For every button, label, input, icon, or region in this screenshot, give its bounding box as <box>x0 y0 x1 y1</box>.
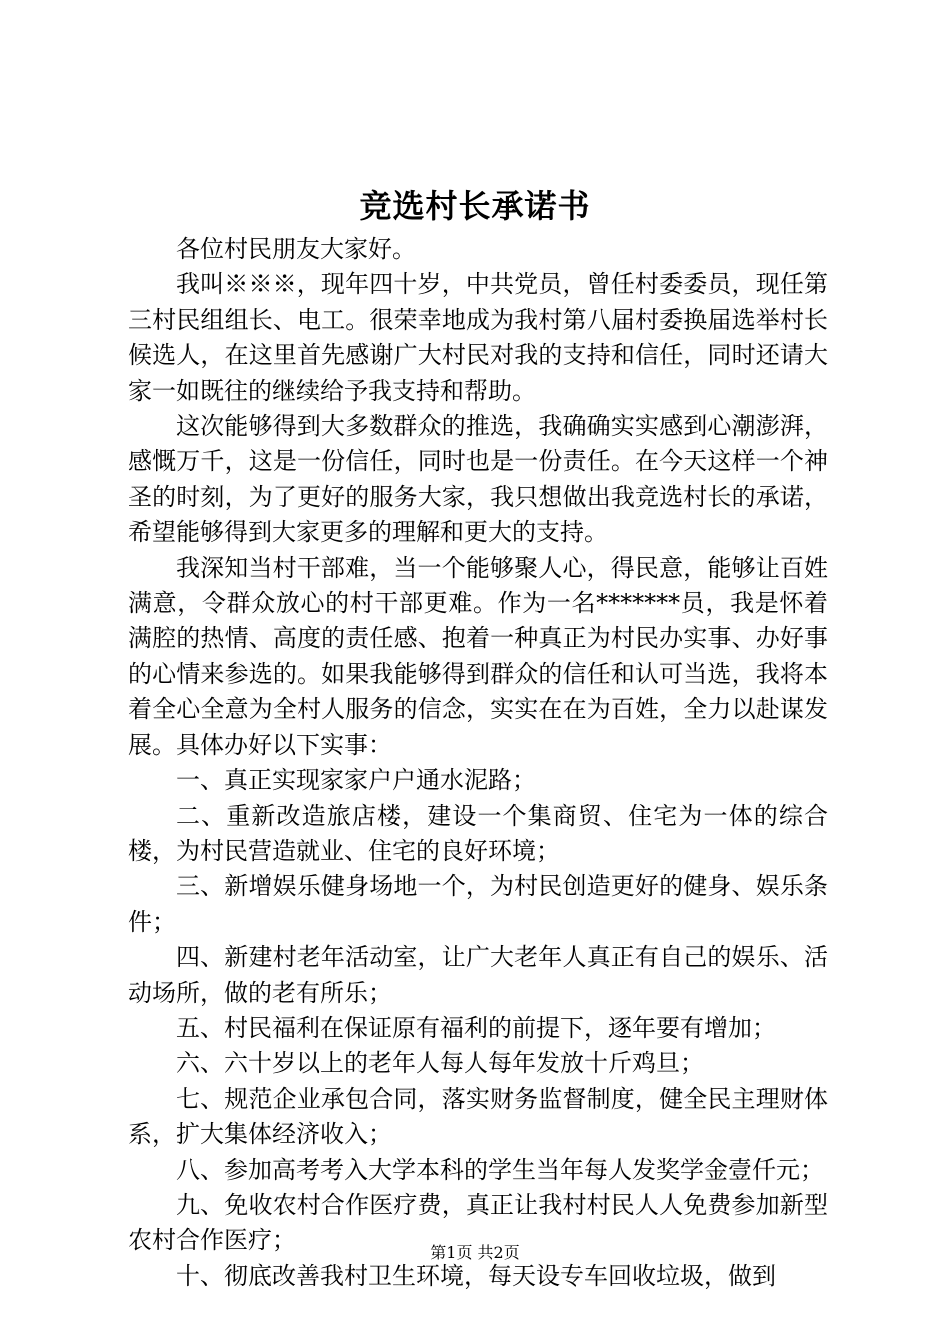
paragraph-gratitude: 这次能够得到大多数群众的推选，我确确实实感到心潮澎湃，感慨万千，这是一份信任，同时也是一份责任。在今天这样一个神圣的时刻，为了更好的服务大家，我只想做出我竞选村长的承诺，希望能够得到大家更多的理解和更大的支持。 <box>128 412 828 547</box>
list-item-promise-1: 一、真正实现家家户户通水泥路； <box>176 766 536 795</box>
list-item-promise-9: 九、免收农村合作医疗费，真正让我村村民人人免费参加新型农村合作医疗； <box>128 1190 828 1255</box>
paragraph-commitment: 我深知当村干部难，当一个能够聚人心，得民意，能够让百姓满意，令群众放心的村干部更难。作为一名*******员，我是怀着满腔的热情、高度的责任感、抱着一种真正为村民办实事、办好事的心情来参选的。如果我能够得到群众的信任和认可当选，我将本着全心全意为全村人服务的信念，实实在在为百姓，全力以赴谋发展。具体办好以下实事： <box>128 553 828 759</box>
list-item-promise-10: 十、彻底改善我村卫生环境，每天设专车回收垃圾，做到 <box>176 1261 776 1290</box>
list-item-promise-4: 四、新建村老年活动室，让广大老年人真正有自己的娱乐、活动场所，做的老有所乐； <box>128 943 828 1007</box>
list-item-promise-3: 三、新增娱乐健身场地一个，为村民创造更好的健身、娱乐条件； <box>128 872 828 936</box>
document-body <box>128 232 828 1294</box>
list-item-promise-8: 八、参加高考考入大学本科的学生当年每人发奖学金壹仟元； <box>176 1155 824 1184</box>
list-item-promise-2: 二、重新改造旅店楼，建设一个集商贸、住宅为一体的综合楼，为村民营造就业、住宅的良好环境； <box>128 801 828 865</box>
page-number-footer: 第1页 共2页 <box>430 1243 520 1262</box>
list-item-promise-5: 五、村民福利在保证原有福利的前提下，逐年要有增加； <box>176 1013 776 1042</box>
document-title: 竞选村长承诺书 <box>359 187 591 225</box>
paragraph-introduction: 我叫※※※，现年四十岁，中共党员，曾任村委委员，现任第三村民组组长、电工。很荣幸地成为我村第八届村委换届选举村长候选人，在这里首先感谢广大村民对我的支持和信任，同时还请大家一如既往的继续给予我支持和帮助。 <box>128 270 828 405</box>
list-item-promise-6: 六、六十岁以上的老年人每人每年发放十斤鸡旦； <box>176 1049 704 1078</box>
paragraph-greeting: 各位村民朋友大家好。 <box>176 235 416 263</box>
list-item-promise-7: 七、规范企业承包合同，落实财务监督制度，健全民主理财体系，扩大集体经济收入； <box>128 1084 828 1149</box>
